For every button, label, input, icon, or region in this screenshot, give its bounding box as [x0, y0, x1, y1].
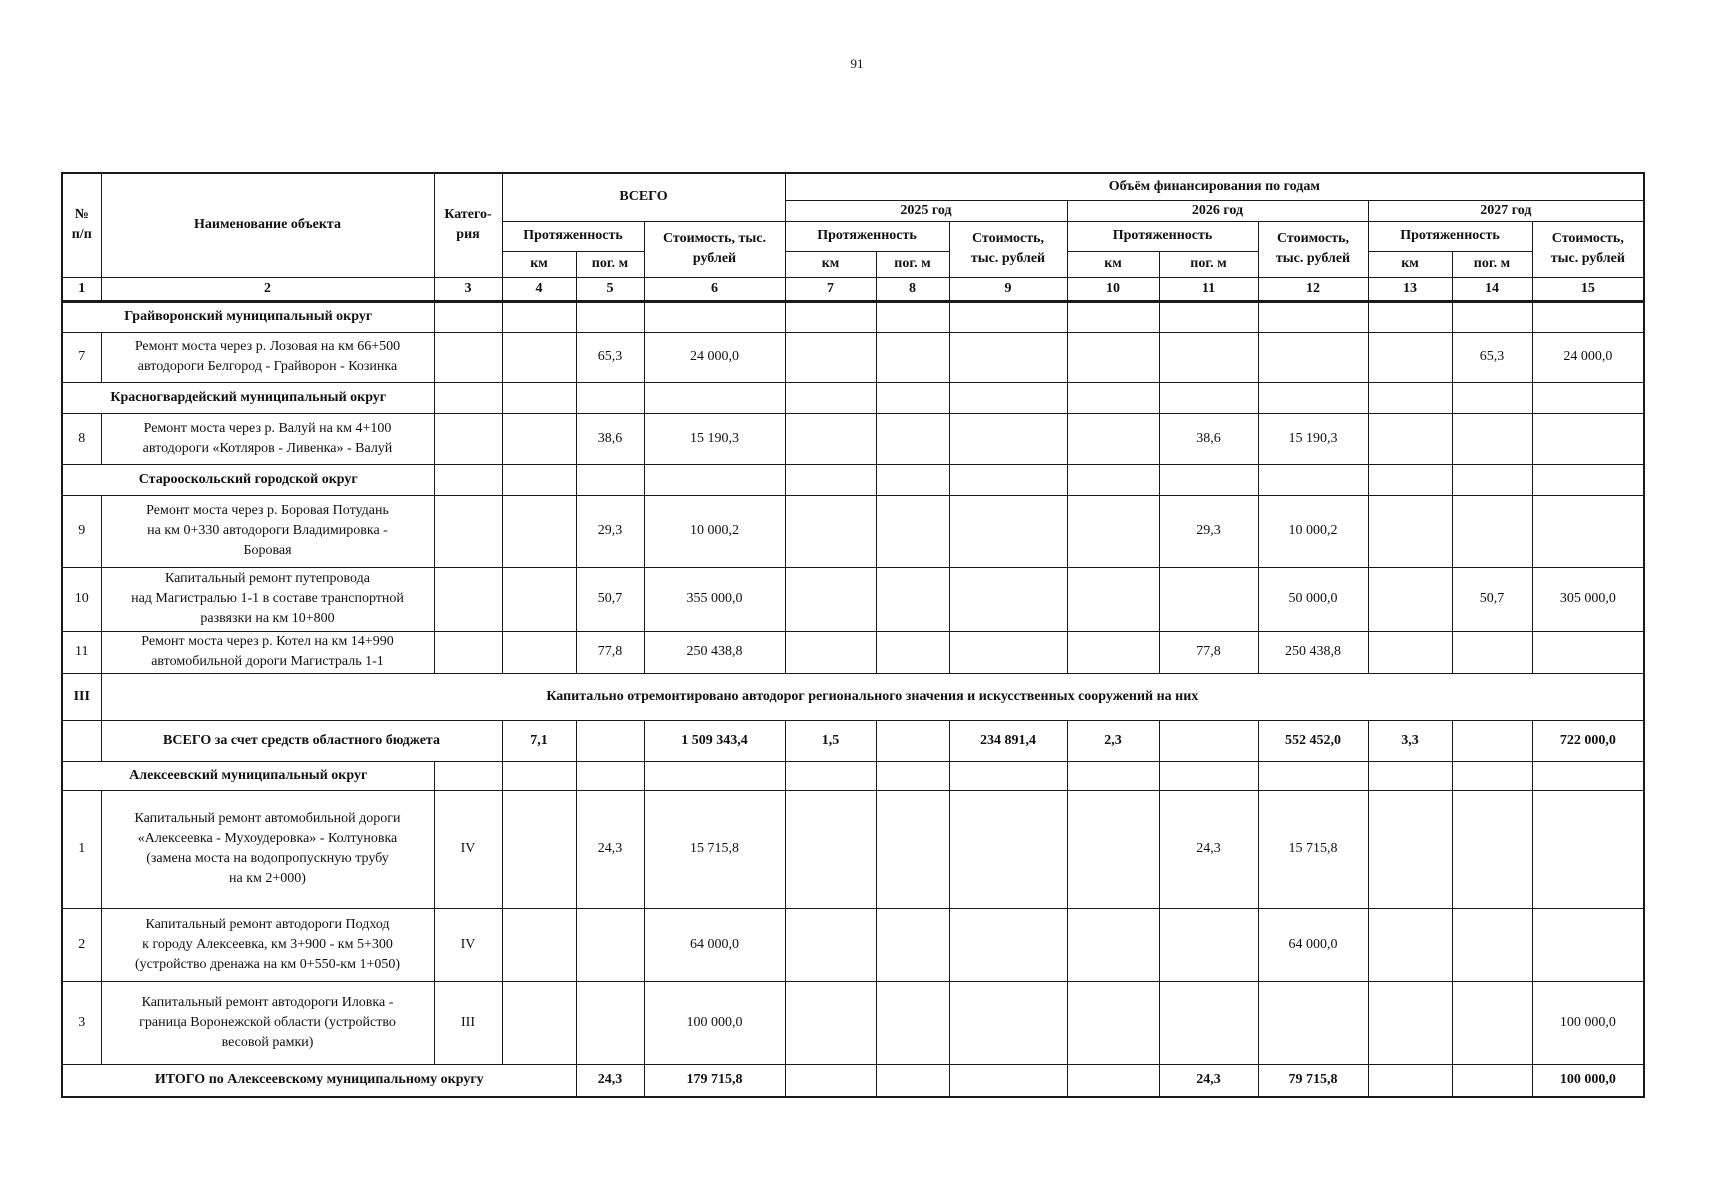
header-name: Наименование объекта — [101, 173, 434, 277]
cell-2026-pogm — [1159, 332, 1258, 382]
cell-2026-pogm: 29,3 — [1159, 495, 1258, 567]
cell-total-pogm — [576, 908, 644, 981]
cell-2026-pogm — [1159, 567, 1258, 631]
cell-total-pogm: 65,3 — [576, 332, 644, 382]
column-number-row — [62, 277, 1644, 301]
header-km: км — [502, 251, 576, 277]
row-number: 2 — [62, 908, 101, 981]
col-number: 7 — [785, 277, 876, 301]
object-name: Капитальный ремонт автодороги Иловка - граница Воронежской области (устройство весовой рамки) — [139, 994, 396, 1050]
cell-2027-cost — [1532, 908, 1644, 981]
col-number: 9 — [949, 277, 1067, 301]
cell-category: III — [434, 981, 502, 1064]
section-title: Красногвардейский муниципальный округ — [62, 382, 434, 413]
total-2025-km: 1,5 — [785, 720, 876, 761]
col-number: 1 — [62, 277, 101, 301]
col-number: 14 — [1452, 277, 1532, 301]
table-row — [62, 413, 1644, 464]
total-row — [62, 720, 1644, 761]
cell-2026-cost: 64 000,0 — [1258, 908, 1368, 981]
row-number: 9 — [62, 495, 101, 567]
subtotal-2027-cost: 100 000,0 — [1532, 1064, 1644, 1097]
row-number: 11 — [62, 631, 101, 673]
cell-2026-cost: 10 000,2 — [1258, 495, 1368, 567]
total-2027-km: 3,3 — [1368, 720, 1452, 761]
cell-2026-pogm: 24,3 — [1159, 790, 1258, 908]
cell-2026-cost: 250 438,8 — [1258, 631, 1368, 673]
header-pogm: пог. м — [1159, 251, 1258, 277]
cell-2027-cost — [1532, 631, 1644, 673]
header-total-length: Протяженность — [502, 221, 644, 251]
section-title: Алексеевский муниципальный округ — [62, 761, 434, 790]
cell-2027-cost: 24 000,0 — [1532, 332, 1644, 382]
header-funding: Объём финансирования по годам — [785, 173, 1644, 200]
cell-2027-cost — [1532, 413, 1644, 464]
cell-2027-cost — [1532, 495, 1644, 567]
total-km: 7,1 — [502, 720, 576, 761]
cell-2027-pogm: 65,3 — [1452, 332, 1532, 382]
header-pogm: пог. м — [876, 251, 949, 277]
section-row — [62, 761, 1644, 790]
section-title: Грайворонский муниципальный округ — [62, 301, 434, 332]
part-title: Капитально отремонтировано автодорог регионального значения и искусственных сооружений на них — [101, 673, 1644, 720]
cell-total-pogm: 50,7 — [576, 567, 644, 631]
cell-total-pogm: 24,3 — [576, 790, 644, 908]
col-number: 2 — [101, 277, 434, 301]
subtotal-pogm: 24,3 — [576, 1064, 644, 1097]
subtotal-label: ИТОГО по Алексеевскому муниципальному округу — [62, 1064, 576, 1097]
total-2025-cost: 234 891,4 — [949, 720, 1067, 761]
cell-category: IV — [434, 790, 502, 908]
col-number: 10 — [1067, 277, 1159, 301]
part-number: III — [62, 673, 101, 720]
total-2027-cost: 722 000,0 — [1532, 720, 1644, 761]
cell-2026-pogm: 77,8 — [1159, 631, 1258, 673]
subtotal-cost: 179 715,8 — [644, 1064, 785, 1097]
cell-category: IV — [434, 908, 502, 981]
subtotal-2026-pogm: 24,3 — [1159, 1064, 1258, 1097]
cell-total-pogm: 38,6 — [576, 413, 644, 464]
table-row — [62, 567, 1644, 631]
section-row — [62, 382, 1644, 413]
cell-total-pogm — [576, 981, 644, 1064]
header-total: ВСЕГО — [502, 173, 785, 221]
row-number: 7 — [62, 332, 101, 382]
table-row — [62, 631, 1644, 673]
subtotal-row — [62, 1064, 1644, 1097]
header-2026: 2026 год — [1067, 200, 1368, 221]
cell-2026-pogm — [1159, 908, 1258, 981]
table-row — [62, 908, 1644, 981]
col-number: 3 — [434, 277, 502, 301]
cell-2026-pogm: 38,6 — [1159, 413, 1258, 464]
cell-total-cost: 10 000,2 — [644, 495, 785, 567]
col-number: 4 — [502, 277, 576, 301]
cell-total-pogm: 29,3 — [576, 495, 644, 567]
total-2026-cost: 552 452,0 — [1258, 720, 1368, 761]
row-number: 1 — [62, 790, 101, 908]
header-2027-cost: Стоимость, тыс. рублей — [1532, 221, 1644, 277]
page-number: 91 — [850, 56, 864, 71]
part-row — [62, 673, 1644, 720]
cell-total-cost: 15 190,3 — [644, 413, 785, 464]
cell-2027-cost: 305 000,0 — [1532, 567, 1644, 631]
cell-total-cost: 355 000,0 — [644, 567, 785, 631]
row-number: 3 — [62, 981, 101, 1064]
cell-total-cost: 64 000,0 — [644, 908, 785, 981]
section-row — [62, 464, 1644, 495]
financing-table — [61, 172, 1645, 1098]
object-name: Ремонт моста через р. Лозовая на км 66+500 автодороги Белгород - Грайворон - Козинка — [134, 339, 401, 374]
cell-2027-pogm: 50,7 — [1452, 567, 1532, 631]
col-number: 8 — [876, 277, 949, 301]
section-row — [62, 301, 1644, 332]
table-row — [62, 981, 1644, 1064]
total-label: ВСЕГО за счет средств областного бюджета — [101, 720, 502, 761]
header-km: км — [785, 251, 876, 277]
object-name: Ремонт моста через р. Котел на км 14+990 автомобильной дороги Магистраль 1-1 — [141, 634, 394, 669]
cell-total-pogm: 77,8 — [576, 631, 644, 673]
header-2026-length: Протяженность — [1067, 221, 1258, 251]
object-name: Капитальный ремонт автомобильной дороги «Алексеевка - Мухоудеровка» - Колтуновка (замена моста на водопропускную трубу на км 2+000) — [134, 811, 401, 886]
col-number: 12 — [1258, 277, 1368, 301]
object-name: Капитальный ремонт путепровода над Магистралью 1-1 в составе транспортной развязки на км 10+800 — [131, 571, 404, 626]
header-2025-length: Протяженность — [785, 221, 949, 251]
object-name: Капитальный ремонт автодороги Подход к городу Алексеевка, км 3+900 - км 5+300 (устройство дренажа на км 0+550-км 1+050) — [134, 916, 401, 972]
object-name: Ремонт моста через р. Валуй на км 4+100 автодороги «Котляров - Ливенка» - Валуй — [142, 420, 393, 456]
col-number: 15 — [1532, 277, 1644, 301]
section-title: Старооскольский городской округ — [62, 464, 434, 495]
cell-2027-cost — [1532, 790, 1644, 908]
header-num: № п/п — [62, 173, 101, 277]
col-number: 11 — [1159, 277, 1258, 301]
header-km: км — [1067, 251, 1159, 277]
header-category: Катего- рия — [434, 173, 502, 277]
table-row — [62, 790, 1644, 908]
col-number: 5 — [576, 277, 644, 301]
header-pogm: пог. м — [1452, 251, 1532, 277]
col-number: 6 — [644, 277, 785, 301]
cell-2026-cost: 15 715,8 — [1258, 790, 1368, 908]
table-row — [62, 332, 1644, 382]
header-total-cost: Стоимость, тыс. рублей — [644, 221, 785, 277]
cell-2027-pogm — [1452, 413, 1532, 464]
subtotal-2026-cost: 79 715,8 — [1258, 1064, 1368, 1097]
table-row — [62, 495, 1644, 567]
cell-2026-cost — [1258, 332, 1368, 382]
cell-2026-pogm — [1159, 981, 1258, 1064]
header-2026-cost: Стоимость, тыс. рублей — [1258, 221, 1368, 277]
row-number: 10 — [62, 567, 101, 631]
cell-total-cost: 100 000,0 — [644, 981, 785, 1064]
cell-2026-cost: 50 000,0 — [1258, 567, 1368, 631]
total-cost: 1 509 343,4 — [644, 720, 785, 761]
cell-2027-cost: 100 000,0 — [1532, 981, 1644, 1064]
header-2027: 2027 год — [1368, 200, 1644, 221]
header-pogm: пог. м — [576, 251, 644, 277]
cell-2027-pogm — [1452, 495, 1532, 567]
col-number: 13 — [1368, 277, 1452, 301]
cell-total-cost: 15 715,8 — [644, 790, 785, 908]
object-name: Ремонт моста через р. Боровая Потудань на км 0+330 автодороги Владимировка - Боровая — [146, 503, 389, 558]
header-2025-cost: Стоимость, тыс. рублей — [949, 221, 1067, 277]
row-number: 8 — [62, 413, 101, 464]
header-2025: 2025 год — [785, 200, 1067, 221]
cell-2026-cost — [1258, 981, 1368, 1064]
header-2027-length: Протяженность — [1368, 221, 1532, 251]
cell-total-cost: 250 438,8 — [644, 631, 785, 673]
total-2026-km: 2,3 — [1067, 720, 1159, 761]
header-km: км — [1368, 251, 1452, 277]
cell-2026-cost: 15 190,3 — [1258, 413, 1368, 464]
cell-2027-pogm — [1452, 631, 1532, 673]
cell-total-cost: 24 000,0 — [644, 332, 785, 382]
